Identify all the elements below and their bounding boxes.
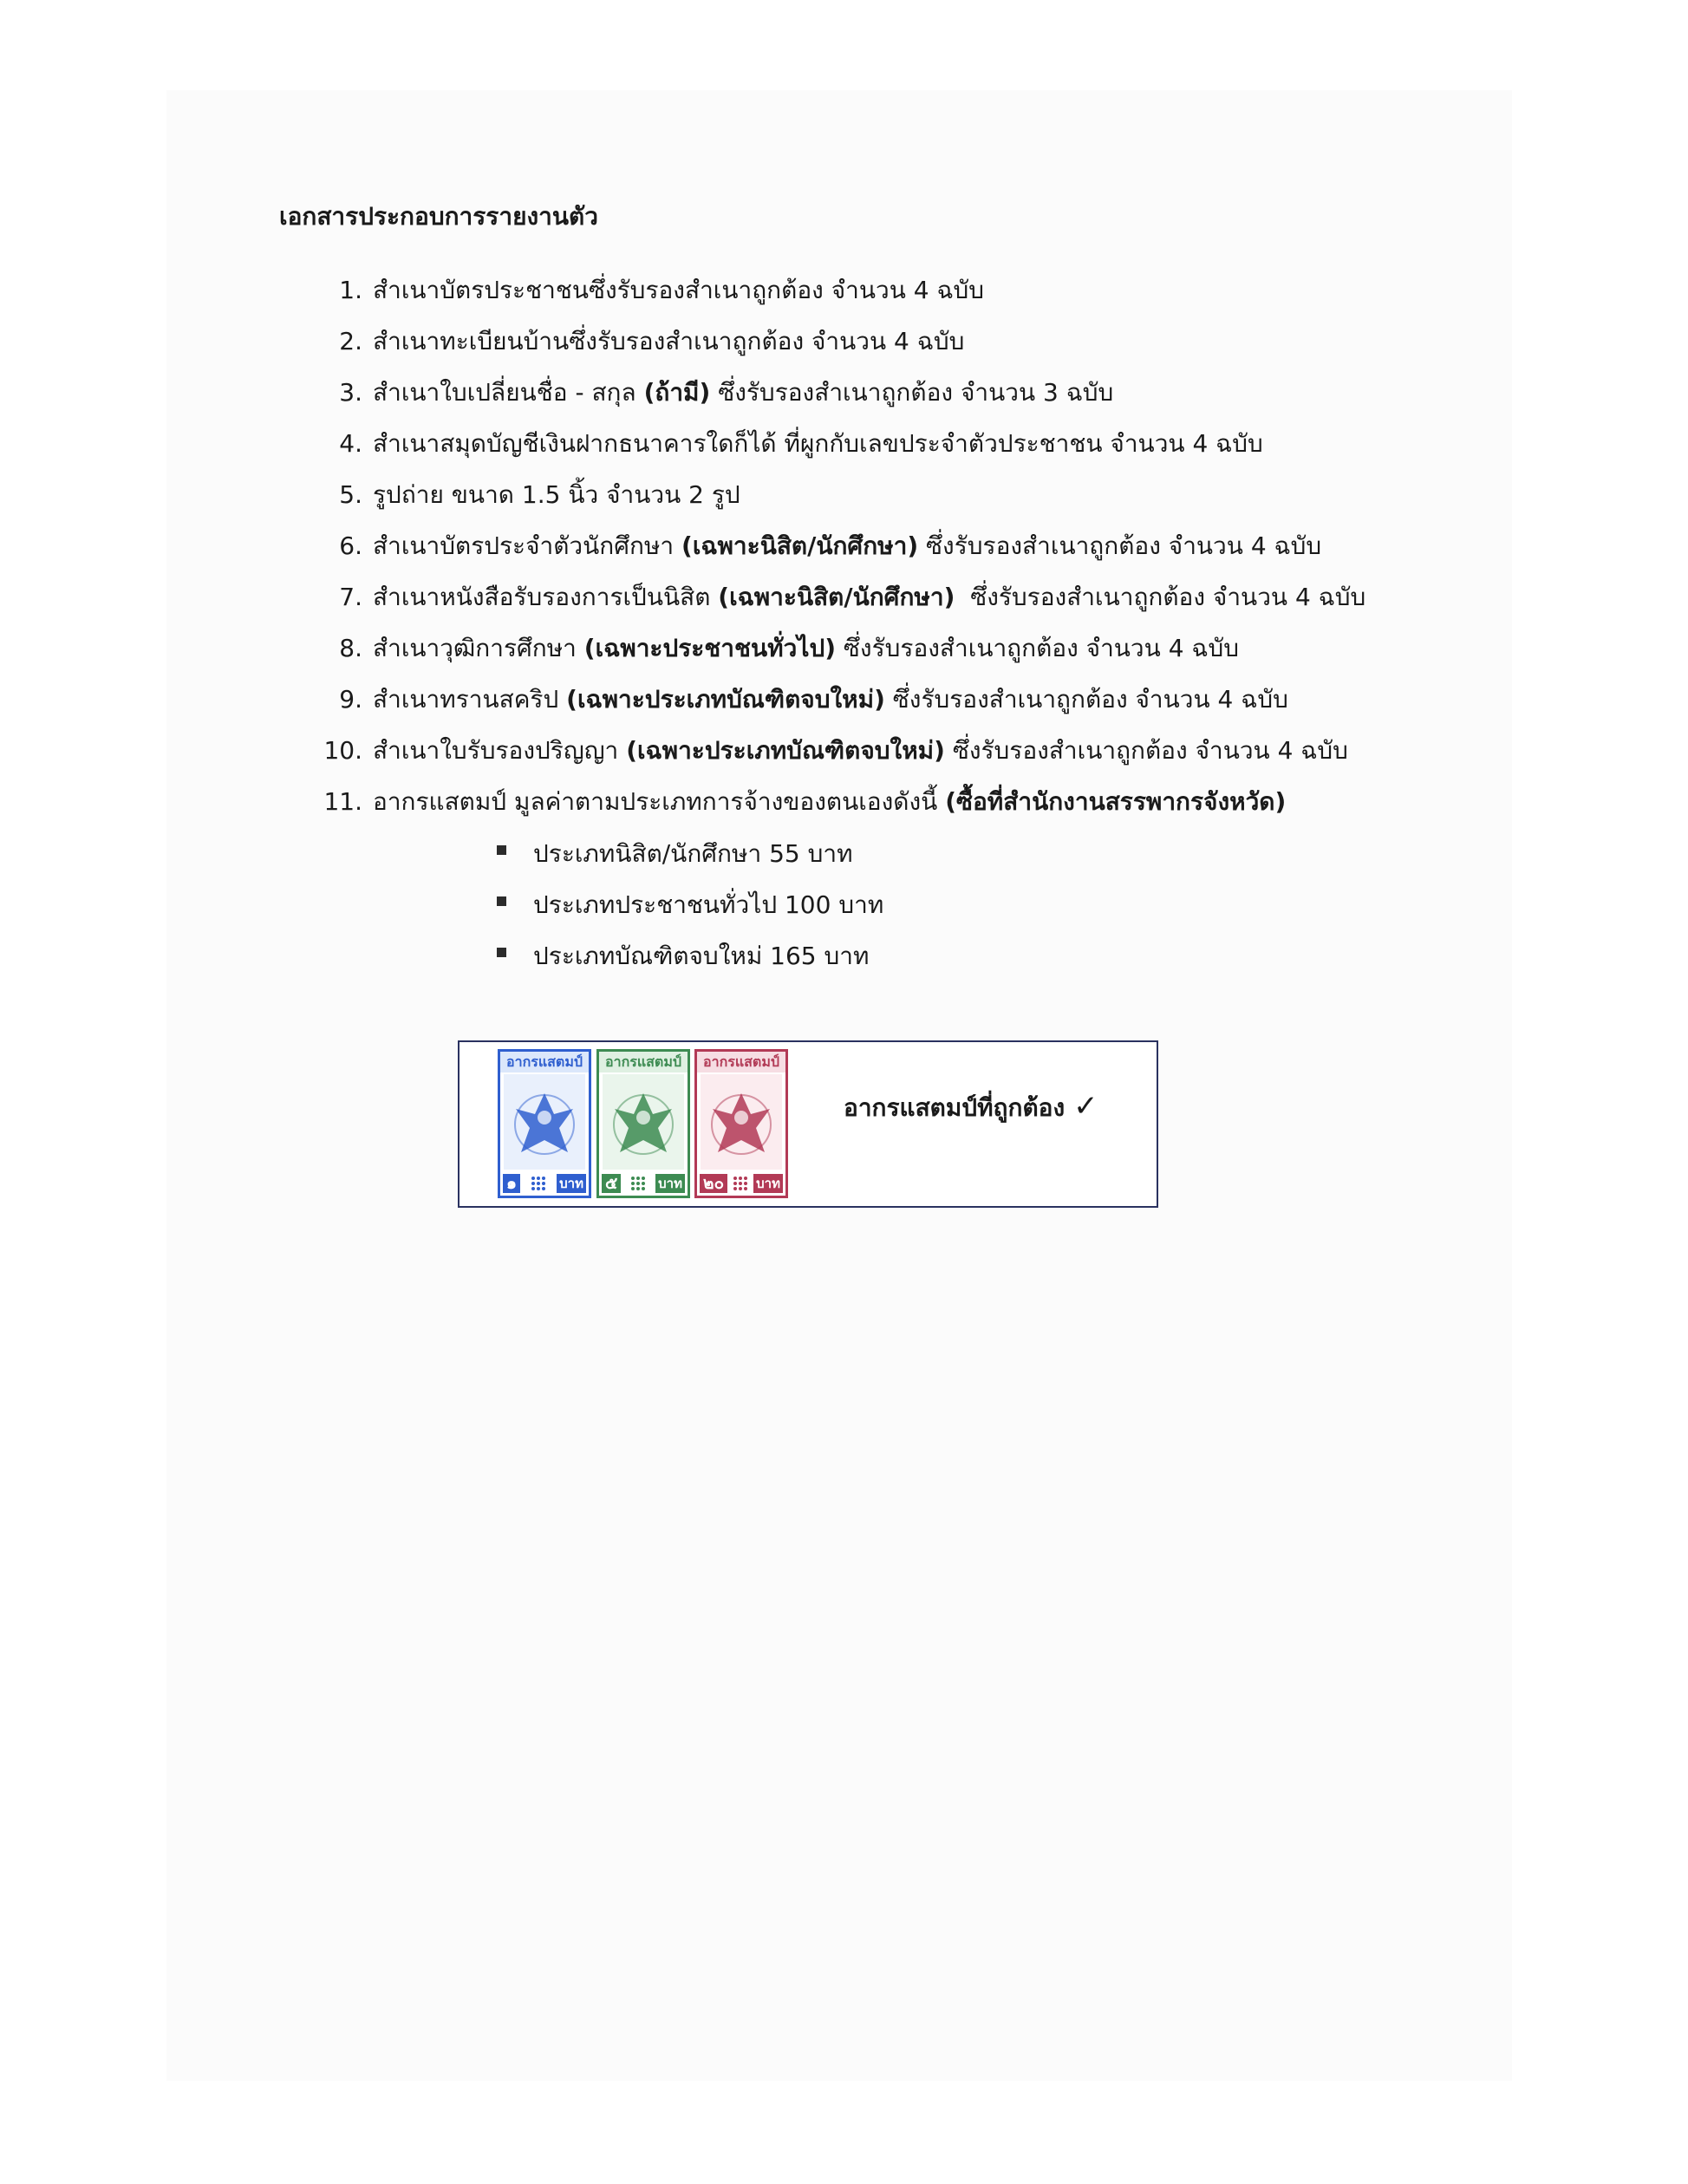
- list-item-text: [373, 629, 1239, 668]
- stamp-footer: [599, 1171, 688, 1196]
- list-item-segment: ซึ่งรับรองสำเนาถูกต้อง จำนวน 4 ฉบับ: [918, 531, 1322, 560]
- list-item-segment: สำเนาสมุดบัญชีเงินฝากธนาคารใดก็ได้ ที่ผูกกับเลขประจำตัวประชาชน จำนวน 4 ฉบับ: [373, 428, 1263, 458]
- list-item-text: [373, 732, 1348, 770]
- required-documents-list: [319, 264, 1365, 827]
- stamp-type-text: ประเภทประชาชนทั่วไป 100 บาท: [533, 890, 884, 919]
- document-list-item: [319, 520, 1365, 571]
- list-item-number: 3.: [339, 378, 362, 407]
- list-item-number: 2.: [339, 327, 362, 355]
- dot-pattern-icon: [733, 1176, 748, 1191]
- list-item-number: 7.: [339, 583, 362, 611]
- list-item-emphasis: (เฉพาะนิสิต/นักศึกษา): [681, 531, 919, 560]
- list-item-emphasis: (เฉพาะประชาชนทั่วไป): [583, 633, 837, 662]
- stamp-footer: [500, 1171, 589, 1196]
- list-item-number: 1.: [339, 276, 362, 304]
- stamp-unit: บาท: [557, 1174, 586, 1193]
- list-item-number: 8.: [339, 634, 362, 662]
- garuda-emblem-icon: [701, 1074, 782, 1170]
- stamp-unit: บาท: [753, 1174, 783, 1193]
- document-list-item: [319, 776, 1365, 827]
- check-icon: ✓: [1073, 1089, 1098, 1124]
- document-list-item: [319, 571, 1365, 623]
- revenue-stamp-5-baht: [596, 1049, 690, 1198]
- document-list-item: [319, 623, 1365, 674]
- list-item-segment: สำเนาหนังสือรับรองการเป็นนิสิต: [373, 582, 719, 611]
- dot-pattern-icon: [630, 1176, 646, 1191]
- list-item-segment: สำเนาวุฒิการศึกษา: [373, 633, 584, 662]
- stamp-header: อากรแสตมป์: [500, 1052, 589, 1072]
- stamp-value: ๑: [503, 1174, 520, 1193]
- document-title: เอกสารประกอบการรายงานตัว: [279, 202, 598, 231]
- stamp-caption-text: อากรแสตมป์ที่ถูกต้อง: [844, 1093, 1066, 1122]
- list-item-text: [373, 681, 1288, 719]
- document-list-item: [319, 725, 1365, 776]
- list-item-number: 9.: [339, 685, 362, 714]
- list-item-segment: ซึ่งรับรองสำเนาถูกต้อง จำนวน 3 ฉบับ: [710, 377, 1114, 407]
- stamp-unit: บาท: [655, 1174, 685, 1193]
- stamp-footer: [697, 1171, 785, 1196]
- list-item-text: [373, 476, 740, 514]
- square-bullet-icon: [497, 845, 506, 855]
- list-item-segment: สำเนาบัตรประจำตัวนักศึกษา: [373, 531, 682, 560]
- stamp-type-text: ประเภทนิสิต/นักศึกษา 55 บาท: [533, 838, 853, 868]
- stamp-type-text: ประเภทบัณฑิตจบใหม่ 165 บาท: [533, 941, 870, 970]
- revenue-stamp-1-baht: [498, 1049, 591, 1198]
- list-item-segment: ซึ่งรับรองสำเนาถูกต้อง จำนวน 4 ฉบับ: [955, 582, 1366, 611]
- document-list-item: [319, 367, 1365, 418]
- garuda-emblem-icon: [504, 1074, 585, 1170]
- stamp-header: อากรแสตมป์: [697, 1052, 785, 1072]
- document-list-item: [319, 264, 1365, 316]
- stamp-duty-types-list: [497, 828, 883, 981]
- list-item-segment: รูปถ่าย ขนาด 1.5 นิ้ว จำนวน 2 รูป: [373, 479, 740, 509]
- stamp-type-item: [497, 828, 883, 879]
- stamp-value: ๒๐: [700, 1174, 727, 1193]
- list-item-number: 5.: [339, 480, 362, 509]
- list-item-number: 11.: [323, 787, 362, 816]
- square-bullet-icon: [497, 896, 506, 906]
- stamp-header: อากรแสตมป์: [599, 1052, 688, 1072]
- document-list-item: [319, 316, 1365, 367]
- document-list-item: [319, 469, 1365, 520]
- stamp-value: ๕: [602, 1174, 621, 1193]
- document-list-item: [319, 418, 1365, 469]
- square-bullet-icon: [497, 948, 506, 957]
- list-item-segment: สำเนาทะเบียนบ้านซึ่งรับรองสำเนาถูกต้อง จำนวน 4 ฉบับ: [373, 326, 965, 355]
- stamp-type-item: [497, 879, 883, 930]
- list-item-segment: ซึ่งรับรองสำเนาถูกต้อง จำนวน 4 ฉบับ: [884, 684, 1288, 714]
- stamp-type-item: [497, 930, 883, 981]
- list-item-number: 4.: [339, 429, 362, 458]
- list-item-text: [373, 527, 1321, 565]
- list-item-emphasis: (เฉพาะนิสิต/นักศึกษา): [718, 582, 955, 611]
- list-item-number: 6.: [339, 531, 362, 560]
- list-item-text: [373, 374, 1113, 412]
- garuda-emblem-icon: [603, 1074, 684, 1170]
- revenue-stamp-20-baht: [694, 1049, 788, 1198]
- list-item-emphasis: (เฉพาะประเภทบัณฑิตจบใหม่): [626, 735, 945, 765]
- list-item-text: [373, 323, 964, 361]
- list-item-segment: สำเนาใบเปลี่ยนชื่อ - สกุล: [373, 377, 644, 407]
- list-item-emphasis: (ถ้ามี): [643, 377, 711, 407]
- list-item-text: [373, 578, 1365, 616]
- list-item-segment: สำเนาบัตรประชาชนซึ่งรับรองสำเนาถูกต้อง จำนวน 4 ฉบับ: [373, 275, 985, 304]
- stamp-caption: [844, 1089, 1098, 1127]
- list-item-text: [373, 425, 1263, 463]
- list-item-emphasis: (เฉพาะประเภทบัณฑิตจบใหม่): [566, 684, 885, 714]
- dot-pattern-icon: [531, 1176, 546, 1191]
- list-item-segment: สำเนาใบรับรองปริญญา: [373, 735, 627, 765]
- list-item-segment: ซึ่งรับรองสำเนาถูกต้อง จำนวน 4 ฉบับ: [944, 735, 1348, 765]
- list-item-text: [373, 783, 1286, 821]
- list-item-emphasis: (ซื้อที่สำนักงานสรรพากรจังหวัด): [945, 786, 1287, 816]
- revenue-stamp-example-box: [458, 1040, 1158, 1208]
- list-item-segment: ซึ่งรับรองสำเนาถูกต้อง จำนวน 4 ฉบับ: [836, 633, 1240, 662]
- list-item-segment: สำเนาทรานสคริป: [373, 684, 567, 714]
- list-item-number: 10.: [323, 736, 362, 765]
- list-item-segment: อากรแสตมป์ มูลค่าตามประเภทการจ้างของตนเองดังนี้: [373, 786, 946, 816]
- document-list-item: [319, 674, 1365, 725]
- list-item-text: [373, 271, 984, 310]
